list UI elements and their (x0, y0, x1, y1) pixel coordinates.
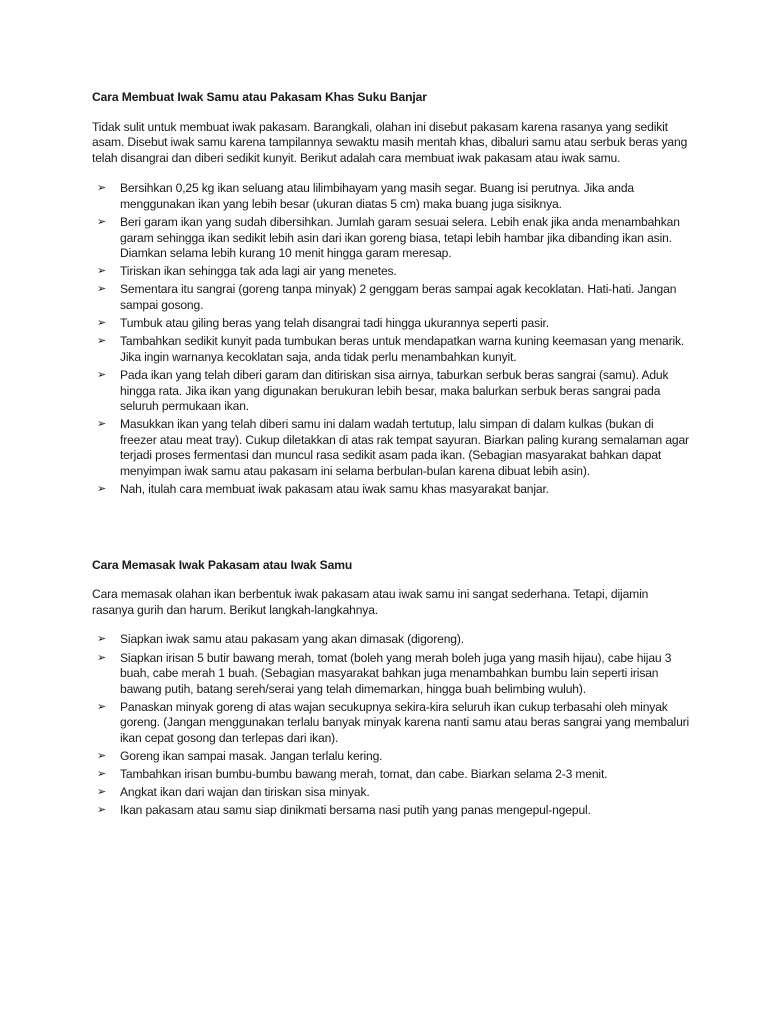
step-text: Goreng ikan sampai masak. Jangan terlalu kering. (120, 749, 383, 764)
list-item (92, 316, 692, 332)
list-item (92, 368, 692, 415)
arrow-bullet-icon: ➢ (97, 750, 107, 763)
list-item (92, 334, 692, 365)
step-text: Sementara itu sangrai (goreng tanpa minyak) 2 genggam beras sampai agak kecoklatan. Hati-hati. Jangan sampai gosong. (120, 282, 677, 313)
arrow-bullet-icon: ➢ (97, 483, 107, 496)
section-title: Cara Memasak Iwak Pakasam atau Iwak Samu (92, 557, 353, 572)
step-text: Tumbuk atau giling beras yang telah disangrai tadi hingga ukurannya seperti pasir. (120, 316, 549, 331)
step-text: Bersihkan 0,25 kg ikan seluang atau lilimbihayam yang masih segar. Buang isi perutnya. Jika anda menggunakan ikan yang lebih besar (ukuran diatas 5 cm) maka buang juga sisiknya. (120, 181, 635, 211)
list-item (92, 264, 692, 280)
arrow-bullet-icon: ➢ (97, 283, 107, 296)
step-text: Siapkan irisan 5 butir bawang merah, tomat (boleh yang merah boleh juga yang masih hijau), cabe hijau 3 buah, cabe merah 1 buah. (Sebagian masyarakat bahkan juga menambahkan bumbu lain seperti irisan bawang putih, batang sereh/serai yang telah dimemarkan, hingga buah belimbing wuluh). (120, 650, 672, 696)
step-text: Nah, itulah cara membuat iwak pakasam atau iwak samu khas masyarakat banjar. (120, 482, 549, 497)
section-memasak (92, 558, 692, 819)
section-title: Cara Membuat Iwak Samu atau Pakasam Khas Suku Banjar (92, 90, 427, 104)
section-membuat (92, 90, 692, 498)
list-item (92, 482, 692, 498)
list-item (92, 785, 692, 801)
section-intro: Cara memasak olahan ikan berbentuk iwak pakasam atau iwak samu ini sangat sederhana. Tetapi, dijamin rasanya gurih dan harum. Berikut langkah-langkahnya. (92, 587, 649, 617)
steps-list (92, 632, 692, 819)
arrow-bullet-icon: ➢ (97, 700, 107, 713)
list-item (92, 215, 692, 262)
step-text: Beri garam ikan yang sudah dibersihkan. Jumlah garam sesuai selera. Lebih enak jika anda menambahkan garam sehingga ikan sedikit lebih asin dari ikan goreng biasa, tetapi lebih hambar jika dibanding ikan asin. Diamkan selama lebih kurang 10 menit hingga garam meresap. (120, 215, 680, 261)
list-item (92, 181, 692, 212)
arrow-bullet-icon: ➢ (97, 216, 107, 229)
list-item (92, 700, 692, 747)
step-text: Masukkan ikan yang telah diberi samu ini dalam wadah tertutup, lalu simpan di dalam kulkas (bukan di freezer atau meat tray). Cukup diletakkan di atas rak tempat sayuran. Biarkan paling kurang semalaman agar terjadi proses fermentasi dan muncul rasa sedikit asam pada ikan. (Sebagian masyarakat bahkan dapat menyimpan iwak samu atau pakasam ini selama berbulan-bulan karena dibuat lebih asin). (120, 417, 689, 478)
step-text: Angkat ikan dari wajan dan tiriskan sisa minyak. (120, 785, 370, 800)
arrow-bullet-icon: ➢ (97, 651, 107, 664)
step-text: Pada ikan yang telah diberi garam dan ditiriskan sisa airnya, taburkan serbuk beras sangrai (samu). Aduk hingga rata. Jika ikan yang digunakan berukuran lebih besar, maka balurkan serbuk beras sangrai pada seluruh permukaan ikan. (120, 367, 669, 414)
list-item (92, 417, 692, 479)
arrow-bullet-icon: ➢ (97, 335, 107, 348)
steps-list (92, 181, 692, 497)
document-page (92, 90, 692, 821)
arrow-bullet-icon: ➢ (97, 804, 107, 817)
step-text: Tambahkan sedikit kunyit pada tumbukan beras untuk mendapatkan warna kuning keemasan yang menarik. Jika ingin warnanya kecoklatan saja, anda tidak perlu menambahkan kunyit. (120, 334, 685, 364)
arrow-bullet-icon: ➢ (97, 182, 107, 195)
arrow-bullet-icon: ➢ (97, 768, 107, 781)
list-item (92, 749, 692, 765)
list-item (92, 632, 692, 648)
list-item (92, 651, 692, 698)
arrow-bullet-icon: ➢ (97, 368, 107, 381)
section-intro: Tidak sulit untuk membuat iwak pakasam. Barangkali, olahan ini disebut pakasam karena rasanya yang sedikit asam. Disebut iwak samu karena tampilannya sewaktu masih mentah khas, dibaluri samu atau serbuk beras yang telah disangrai dan diberi sedikit kunyit. Berikut adalah cara membuat iwak pakasam atau iwak samu. (92, 119, 688, 165)
arrow-bullet-icon: ➢ (97, 786, 107, 799)
step-text: Siapkan iwak samu atau pakasam yang akan dimasak (digoreng). (120, 632, 464, 647)
arrow-bullet-icon: ➢ (97, 265, 107, 278)
arrow-bullet-icon: ➢ (97, 317, 107, 330)
step-text: Panaskan minyak goreng di atas wajan secukupnya sekira-kira seluruh ikan cukup terbasahi oleh minyak goreng. (Jangan menggunakan terlalu banyak minyak karena nanti samu atau beras sangrai yang membaluri ikan cepat gosong dan terlepas dari ikan). (120, 699, 690, 745)
list-item (92, 803, 692, 819)
arrow-bullet-icon: ➢ (97, 418, 107, 431)
step-text: Tambahkan irisan bumbu-bumbu bawang merah, tomat, dan cabe. Biarkan selama 2-3 menit. (120, 767, 608, 782)
arrow-bullet-icon: ➢ (97, 633, 107, 646)
step-text: Ikan pakasam atau samu siap dinikmati bersama nasi putih yang panas mengepul-ngepul. (120, 803, 591, 818)
step-text: Tiriskan ikan sehingga tak ada lagi air yang menetes. (120, 264, 397, 279)
list-item (92, 767, 692, 783)
list-item (92, 282, 692, 313)
